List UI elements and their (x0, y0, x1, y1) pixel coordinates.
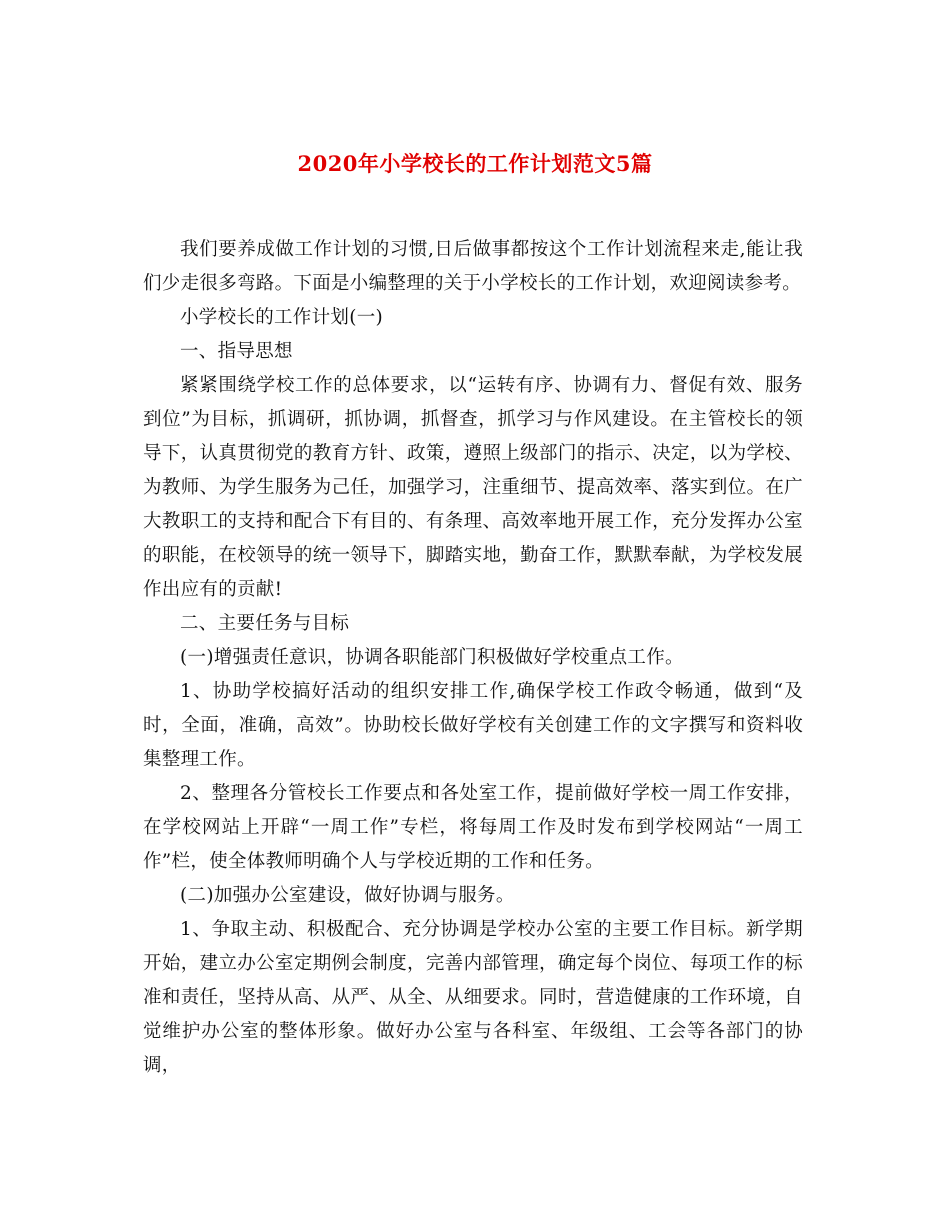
intro-paragraph: 我们要养成做工作计划的习惯,日后做事都按这个工作计划流程来走,能让我们少走很多弯路。下面是小编整理的关于小学校长的工作计划，欢迎阅读参考。 (143, 239, 803, 294)
paragraph-item-1: 1、协助学校搞好活动的组织安排工作,确保学校工作政令畅通，做到“及时，全面，准确，高效”。协助校长做好学校有关创建工作的文字撰写和资料收集整理工作。 (143, 681, 803, 770)
heading-guiding-thought: 一、指导思想 (180, 341, 293, 362)
paragraph-item-2: 2、整理各分管校长工作要点和各处室工作，提前做好学校一周工作安排，在学校网站上开辟“一周工作”专栏，将每周工作及时发布到学校网站“一周工作”栏，使全体教师明确个人与学校近期的工作和任务。 (143, 783, 803, 872)
paragraph-office-item-1: 1、争取主动、积极配合、充分协调是学校办公室的主要工作目标。新学期开始，建立办公室定期例会制度，完善内部管理，确定每个岗位、每项工作的标准和责任，坚持从高、从严、从全、从细要求。同时，营造健康的工作环境，自觉维护办公室的整体形象。做好办公室与各科室、年级组、工会等各部门的协调， (143, 919, 803, 1076)
heading-main-tasks: 二、主要任务与目标 (180, 613, 350, 634)
subheading-responsibility: (一)增强责任意识，协调各职能部门积极做好学校重点工作。 (180, 647, 684, 668)
section-heading-plan-1: 小学校长的工作计划(一) (180, 307, 384, 328)
subheading-office-building: (二)加强办公室建设，做好协调与服务。 (180, 885, 515, 906)
document-title: 2020年小学校长的工作计划范文5篇 (297, 151, 653, 176)
paragraph-guiding-thought: 紧紧围绕学校工作的总体要求，以“运转有序、协调有力、督促有效、服务到位”为目标，抓调研，抓协调，抓督查，抓学习与作风建设。在主管校长的领导下，认真贯彻党的教育方针、政策，遵照上级部门的指示、决定，以为学校、为教师、为学生服务为己任，加强学习，注重细节、提高效率、落实到位。在广大教职工的支持和配合下有目的、有条理、高效率地开展工作，充分发挥办公室的职能，在校领导的统一领导下，脚踏实地，勤奋工作，默默奉献，为学校发展作出应有的贡献! (143, 375, 803, 600)
document-body (143, 233, 803, 1083)
